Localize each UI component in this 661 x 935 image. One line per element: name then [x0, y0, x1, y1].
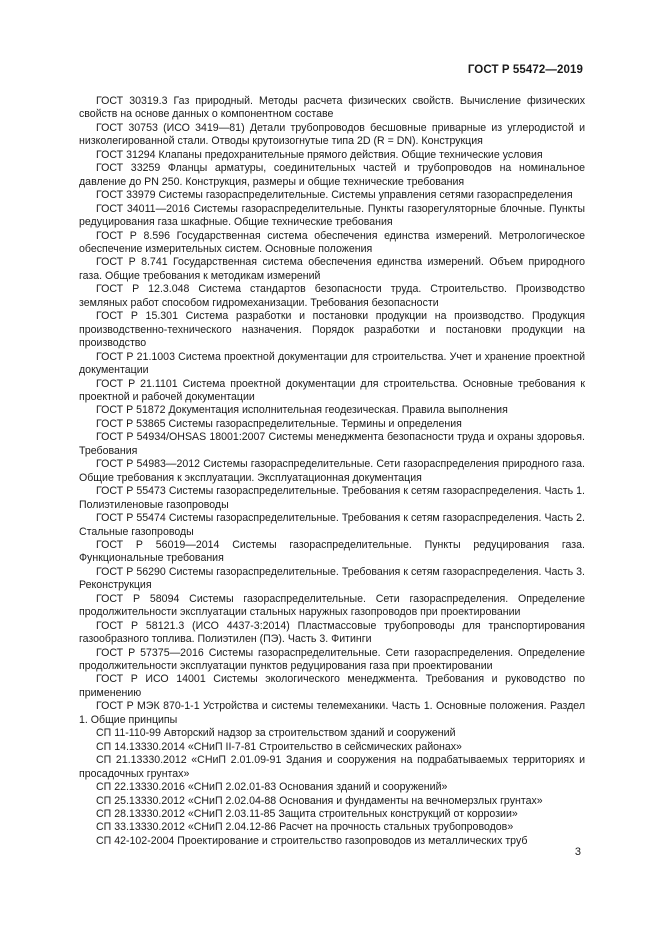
reference-entry: ГОСТ Р 8.741 Государственная система обеспечения единства измерений. Объем природного газа. Общие требования к методикам измерений — [79, 256, 585, 282]
reference-entry: ГОСТ 30319.3 Газ природный. Методы расчета физических свойств. Вычисление физических свойств на основе данных о компонентном составе — [79, 95, 585, 121]
reference-entry: СП 33.13330.2012 «СНиП 2.04.12-86 Расчет на прочность стальных трубопроводов» — [96, 821, 514, 834]
reference-entry: СП 11-110-99 Авторский надзор за строительством зданий и сооружений — [96, 727, 456, 740]
reference-entry: ГОСТ Р 55473 Системы газораспределительные. Требования к сетям газораспределения. Часть 1. Полиэтиленовые газопроводы — [79, 485, 585, 511]
reference-entry: ГОСТ Р 54983—2012 Системы газораспределительные. Сети газораспределения природного газа. Общие требования к эксплуатации. Эксплуатационная документация — [79, 458, 585, 484]
reference-entry: ГОСТ Р 56290 Системы газораспределительные. Требования к сетям газораспределения. Часть 3. Реконструкция — [79, 565, 585, 592]
reference-entry: ГОСТ Р 8.596 Государственная система обеспечения единства измерений. Метрологическое обеспечение измерительных систем. Основные положения — [79, 229, 585, 255]
reference-entry: ГОСТ Р 12.3.048 Система стандартов безопасности труда. Строительство. Производство земляных работ способом гидромеханизации. Требования безопасности — [79, 283, 585, 309]
reference-entry: ГОСТ 31294 Клапаны предохранительные прямого действия. Общие технические условия — [96, 148, 543, 161]
reference-entry: ГОСТ Р 57375—2016 Системы газораспределительные. Сети газораспределения. Определение продолжительности эксплуатации пунктов редуцирования газа при проектировании — [79, 646, 585, 673]
reference-entry: СП 42-102-2004 Проектирование и строительство газопроводов из металлических труб — [96, 834, 528, 847]
reference-entry: ГОСТ Р ИСО 14001 Системы экологического менеджмента. Требования и руководство по применению — [79, 673, 585, 699]
reference-entry: ГОСТ Р 58121.3 (ИСО 4437-3:2014) Пластмассовые трубопроводы для транспортирования газообразного топлива. Полиэтилен (ПЭ). Часть 3. Фитинги — [79, 619, 585, 646]
reference-entry: ГОСТ Р 21.1003 Система проектной документации для строительства. Учет и хранение проектной документации — [79, 350, 585, 377]
reference-entry: ГОСТ Р 51872 Документация исполнительная геодезическая. Правила выполнения — [96, 404, 508, 417]
page-number: 3 — [574, 846, 581, 858]
reference-entry: СП 25.13330.2012 «СНиП 2.02.04-88 Основания и фундаменты на вечномерзлых грунтах» — [96, 794, 543, 807]
reference-entry: ГОСТ Р МЭК 870-1-1 Устройства и системы телемеханики. Часть 1. Основные положения. Раздел 1. Общие принципы — [79, 700, 585, 726]
reference-entry: СП 22.13330.2016 «СНиП 2.02.01-83 Основания зданий и сооружений» — [96, 781, 448, 794]
reference-entry: СП 14.13330.2014 «СНиП II-7-81 Строительство в сейсмических районах» — [96, 740, 462, 753]
reference-entry: ГОСТ 30753 (ИСО 3419—81) Детали трубопроводов бесшовные приварные из углеродистой и низколегированной стали. Отводы крутоизогнутые типа 2D (R = DN). Конструкция — [79, 121, 585, 148]
reference-entry: СП 28.13330.2012 «СНиП 2.03.11-85 Защита строительных конструкций от коррозии» — [96, 808, 518, 821]
reference-entry: ГОСТ 33259 Фланцы арматуры, соединительных частей и трубопроводов на номинальное давление до PN 250. Конструкция, размеры и общие технические требования — [79, 162, 585, 188]
reference-entry: ГОСТ 33979 Системы газораспределительные. Системы управления сетями газораспределения — [96, 189, 573, 202]
reference-entry: ГОСТ Р 53865 Системы газораспределительные. Термины и определения — [96, 417, 462, 430]
reference-entry: ГОСТ Р 54934/OHSAS 18001:2007 Системы менеджмента безопасности труда и охраны здоровья. Требования — [79, 431, 585, 457]
normative-references-list — [79, 95, 585, 848]
reference-entry: ГОСТ Р 15.301 Система разработки и постановки продукции на производство. Продукция производственно-технического назначения. Порядок разработки и постановки продукции на производство — [79, 310, 585, 350]
reference-entry: ГОСТ 34011—2016 Системы газораспределительные. Пункты газорегуляторные блочные. Пункты редуцирования газа шкафные. Общие технические требования — [79, 202, 585, 229]
reference-entry: ГОСТ Р 56019—2014 Системы газораспределительные. Пункты редуцирования газа. Функциональные требования — [79, 538, 585, 565]
reference-entry: СП 21.13330.2012 «СНиП 2.01.09-91 Здания и сооружения на подрабатываемых территориях и просадочных грунтах» — [79, 754, 585, 780]
reference-entry: ГОСТ Р 21.1101 Система проектной документации для строительства. Основные требования к проектной и рабочей документации — [79, 377, 585, 403]
reference-entry: ГОСТ Р 55474 Системы газораспределительные. Требования к сетям газораспределения. Часть 2. Стальные газопроводы — [79, 512, 585, 538]
document-standard-code: ГОСТ Р 55472—2019 — [467, 64, 583, 76]
reference-entry: ГОСТ Р 58094 Системы газораспределительные. Сети газораспределения. Определение продолжительности эксплуатации стальных наружных газопроводов при проектировании — [79, 592, 585, 619]
